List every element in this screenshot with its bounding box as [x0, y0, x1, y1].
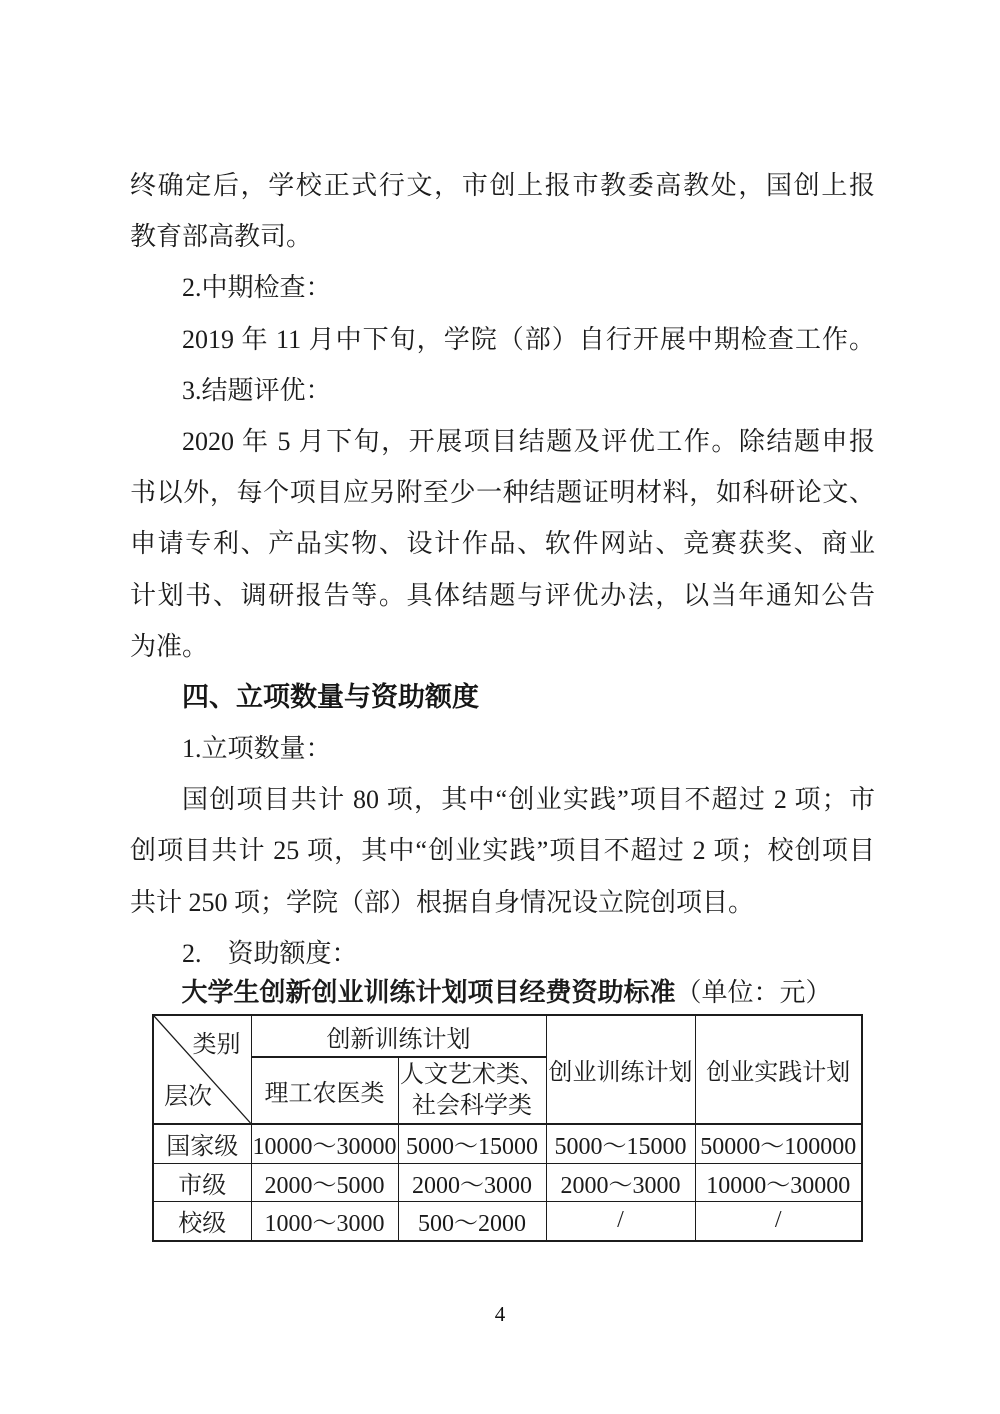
paragraph-line: 书以外，每个项目应另附至少一种结题证明材料，如科研论文、: [130, 478, 875, 508]
row-header-national: 国家级: [153, 1124, 251, 1163]
column-header-entrepreneur-practice: 创业实践计划: [695, 1015, 862, 1124]
table-cell: 500～2000: [398, 1201, 546, 1241]
table-cell: 10000～30000: [251, 1124, 398, 1163]
corner-label-level: 层次: [164, 1084, 212, 1110]
corner-header-cell: [153, 1015, 251, 1124]
column-header-entrepreneur-training: 创业训练计划: [546, 1015, 695, 1124]
table-cell: 2000～5000: [251, 1163, 398, 1201]
funding-standard-table: [152, 1014, 863, 1242]
corner-label-category: 类别: [192, 1032, 241, 1058]
table-cell: 5000～15000: [546, 1124, 695, 1163]
paragraph-line: 2019 年 11 月中下旬，学院（部）自行开展中期检查工作。: [182, 324, 875, 354]
table-cell: /: [546, 1201, 695, 1241]
table-title-unit: （单位：元）: [675, 978, 832, 1007]
column-header-science: 理工农医类: [251, 1057, 398, 1124]
list-item-heading: 3.结题评优：: [182, 375, 332, 405]
table-row: [153, 1163, 862, 1201]
paragraph-line: 终确定后，学校正式行文，市创上报市教委高教处，国创上报: [130, 171, 875, 200]
table-cell: 2000～3000: [398, 1163, 546, 1201]
section-heading: 四、立项数量与资助额度: [182, 681, 479, 712]
table-cell: /: [695, 1201, 862, 1241]
table-row: [153, 1124, 862, 1163]
table-cell: 2000～3000: [546, 1163, 695, 1201]
column-header-humanities: [398, 1057, 546, 1124]
paragraph-line: 共计 250 项；学院（部）根据自身情况设立院创项目。: [130, 887, 755, 917]
page-number: 4: [494, 1302, 506, 1326]
table-cell: 1000～3000: [251, 1201, 398, 1241]
paragraph-line: 教育部高教司。: [130, 222, 313, 252]
paragraph-line: 2020 年 5 月下旬，开展项目结题及评优工作。除结题申报: [182, 426, 875, 456]
paragraph-line: 国创项目共计 80 项，其中“创业实践”项目不超过 2 项；市: [182, 785, 875, 815]
list-item-heading: 2. 资助额度：: [182, 938, 358, 968]
paragraph-line: 申请专利、产品实物、设计作品、软件网站、竞赛获奖、商业: [130, 529, 875, 559]
row-header-municipal: 市级: [153, 1163, 251, 1201]
paragraph-line: 创项目共计 25 项，其中“创业实践”项目不超过 2 项；校创项目: [130, 836, 875, 866]
table-cell: 10000～30000: [695, 1163, 862, 1201]
paragraph-line: 为准。: [130, 631, 209, 661]
table-cell: 50000～100000: [695, 1124, 862, 1163]
paragraph-line: 计划书、调研报告等。具体结题与评优办法，以当年通知公告: [130, 580, 875, 610]
table-row: [153, 1201, 862, 1241]
table-title-main: 大学生创新创业训练计划项目经费资助标准: [181, 978, 676, 1007]
list-item-heading: 1.立项数量：: [182, 734, 332, 764]
body-text: [130, 160, 875, 979]
column-header-humanities-line1: 人文艺术类、: [400, 1061, 544, 1088]
list-item-heading: 2.中期检查：: [182, 273, 332, 303]
group-header-innovation: 创新训练计划: [251, 1015, 546, 1057]
column-header-humanities-line2: 社会科学类: [412, 1092, 532, 1119]
table-cell: 5000～15000: [398, 1124, 546, 1163]
row-header-school: 校级: [153, 1201, 251, 1241]
table-title: [152, 972, 861, 1014]
